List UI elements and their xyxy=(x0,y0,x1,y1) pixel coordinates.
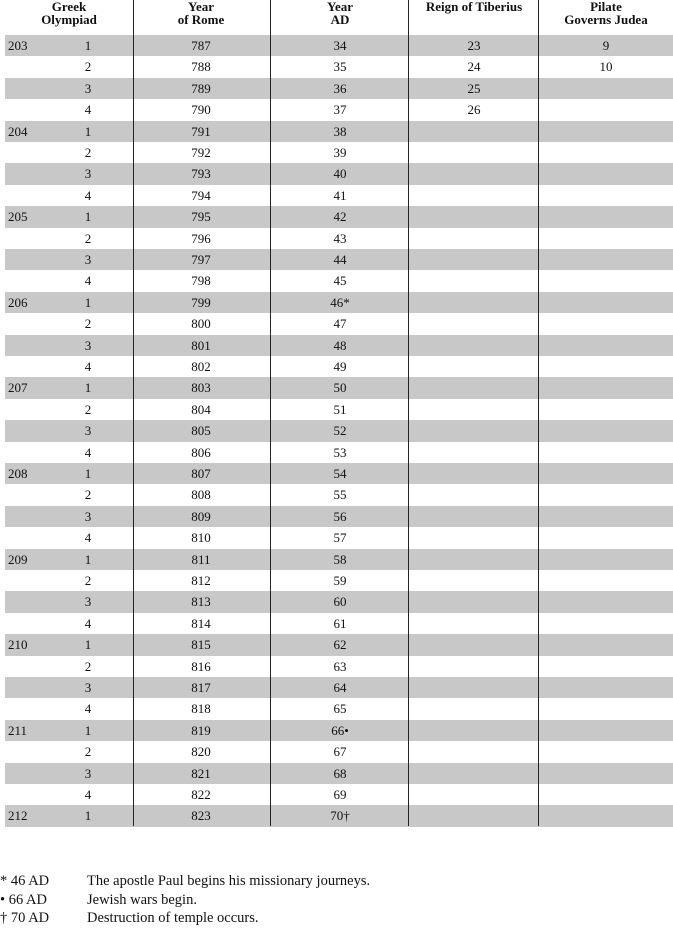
cell-olympiad: 206 xyxy=(8,294,28,310)
cell-ad: 39 xyxy=(333,145,347,160)
cell-tiberius xyxy=(409,484,539,505)
table-row xyxy=(5,613,673,634)
cell-rome: 802 xyxy=(191,359,211,374)
table-row xyxy=(5,249,673,270)
cell-olympiad: 212 xyxy=(8,808,28,824)
cell-rome: 816 xyxy=(191,658,211,674)
table-row xyxy=(5,356,673,377)
cell-tiberius xyxy=(409,741,539,762)
cell-ad: 45 xyxy=(333,273,347,289)
cell-pilate xyxy=(539,292,673,313)
cell-tiberius xyxy=(409,335,539,356)
cell-rome: 792 xyxy=(191,145,211,160)
column-rule xyxy=(408,0,409,826)
cell-rome: 823 xyxy=(191,808,211,824)
cell-ad: 46* xyxy=(330,294,350,310)
cell-ad: 53 xyxy=(333,444,347,460)
cell-ad: 47 xyxy=(333,316,347,332)
cell-tiberius xyxy=(409,442,539,463)
table-row xyxy=(5,78,673,99)
cell-sub: 3 xyxy=(84,508,92,524)
cell-tiberius xyxy=(409,677,539,698)
cell-rome: 804 xyxy=(191,401,211,417)
cell-pilate xyxy=(539,698,673,719)
cell-rome: 791 xyxy=(191,123,211,139)
header-rome-line2: of Rome xyxy=(177,12,225,27)
cell-pilate xyxy=(539,741,673,762)
cell-pilate xyxy=(539,442,673,463)
cell-sub: 2 xyxy=(84,658,92,674)
table-row xyxy=(5,420,673,441)
table-row xyxy=(5,270,673,291)
header-pilate xyxy=(539,0,673,34)
cell-ad: 37 xyxy=(333,102,347,118)
cell-ad: 68 xyxy=(333,765,347,781)
footnote-marker: † 70 AD xyxy=(0,910,50,926)
table-row xyxy=(5,656,673,677)
cell-tiberius xyxy=(409,656,539,677)
cell-sub: 1 xyxy=(84,380,92,396)
cell-ad: 64 xyxy=(333,680,347,695)
cell-pilate xyxy=(539,506,673,527)
cell-sub: 1 xyxy=(84,551,92,567)
cell-rome: 817 xyxy=(191,680,211,695)
cell-ad: 62 xyxy=(333,637,347,653)
cell-tiberius xyxy=(409,356,539,377)
cell-tiberius xyxy=(409,249,539,270)
cell-ad: 60 xyxy=(333,594,347,610)
cell-sub: 3 xyxy=(84,765,92,781)
cell-pilate: 10 xyxy=(599,59,613,75)
cell-rome: 813 xyxy=(191,594,211,610)
cell-tiberius xyxy=(409,527,539,548)
cell-tiberius: 26 xyxy=(467,102,481,118)
cell-rome: 806 xyxy=(191,444,211,460)
cell-sub: 1 xyxy=(84,722,92,738)
cell-ad: 35 xyxy=(333,59,347,75)
header-pilate-line2: Governs Judea xyxy=(564,12,648,27)
table-row xyxy=(5,121,673,142)
cell-rome: 811 xyxy=(191,551,211,567)
cell-sub: 1 xyxy=(84,38,92,53)
cell-rome: 808 xyxy=(191,487,211,503)
header-tiberius-line1: Reign of Tiberius xyxy=(425,0,523,14)
cell-rome: 797 xyxy=(191,252,211,267)
table-row xyxy=(5,720,673,741)
table-row xyxy=(5,527,673,548)
cell-rome: 820 xyxy=(191,744,211,760)
table-row xyxy=(5,463,673,484)
table-row xyxy=(5,784,673,805)
cell-ad: 51 xyxy=(333,401,347,417)
cell-sub: 1 xyxy=(84,637,92,653)
header-olympiad-line1: Greek xyxy=(51,0,87,14)
cell-rome: 822 xyxy=(191,787,211,802)
cell-pilate xyxy=(539,720,673,741)
cell-sub: 2 xyxy=(84,145,92,160)
table-row xyxy=(5,228,673,249)
cell-ad: 48 xyxy=(333,337,347,353)
table-row xyxy=(5,163,673,184)
cell-pilate xyxy=(539,78,673,99)
header-ad-line2: AD xyxy=(330,12,350,27)
cell-sub: 3 xyxy=(84,80,92,96)
cell-rome: 795 xyxy=(191,209,211,225)
table-row xyxy=(5,741,673,762)
column-rule xyxy=(133,0,134,826)
cell-rome: 812 xyxy=(191,573,211,588)
cell-rome: 815 xyxy=(191,637,211,653)
cell-ad: 56 xyxy=(333,508,347,524)
cell-rome: 790 xyxy=(191,102,211,118)
cell-ad: 54 xyxy=(333,466,347,481)
cell-pilate xyxy=(539,634,673,655)
table-row xyxy=(5,142,673,163)
cell-ad: 57 xyxy=(333,530,347,546)
cell-sub: 4 xyxy=(84,102,92,118)
table-row xyxy=(5,570,673,591)
cell-tiberius xyxy=(409,185,539,206)
cell-sub: 4 xyxy=(84,615,92,631)
cell-ad: 38 xyxy=(333,123,347,139)
cell-pilate xyxy=(539,549,673,570)
footnote-text: Jewish wars begin. xyxy=(87,891,197,908)
cell-ad: 41 xyxy=(333,187,347,203)
cell-pilate xyxy=(539,677,673,698)
footnote-marker: * 46 AD xyxy=(0,873,50,889)
table-row xyxy=(5,549,673,570)
cell-ad: 50 xyxy=(333,380,347,396)
cell-tiberius xyxy=(409,570,539,591)
cell-tiberius xyxy=(409,463,539,484)
cell-sub: 1 xyxy=(84,466,92,481)
cell-pilate xyxy=(539,591,673,612)
header-ad-line1: Year xyxy=(327,0,353,14)
cell-pilate xyxy=(539,356,673,377)
cell-pilate xyxy=(539,613,673,634)
cell-pilate xyxy=(539,463,673,484)
header-tiberius xyxy=(409,0,539,34)
cell-olympiad: 205 xyxy=(8,209,28,225)
cell-ad: 44 xyxy=(333,252,347,267)
cell-sub: 2 xyxy=(84,230,92,246)
cell-olympiad: 203 xyxy=(8,38,28,53)
cell-tiberius xyxy=(409,206,539,227)
cell-ad: 67 xyxy=(333,744,347,760)
cell-tiberius xyxy=(409,142,539,163)
cell-rome: 805 xyxy=(191,423,211,439)
cell-tiberius xyxy=(409,163,539,184)
table-row xyxy=(5,35,673,56)
header-olympiad xyxy=(5,0,133,34)
cell-tiberius xyxy=(409,805,539,826)
cell-tiberius xyxy=(409,698,539,719)
table-row xyxy=(5,399,673,420)
cell-pilate xyxy=(539,121,673,142)
cell-sub: 2 xyxy=(84,316,92,332)
cell-sub: 3 xyxy=(84,423,92,439)
cell-tiberius: 24 xyxy=(467,59,481,75)
cell-rome: 798 xyxy=(191,273,211,289)
cell-rome: 788 xyxy=(191,59,211,75)
table-row xyxy=(5,313,673,334)
cell-ad: 58 xyxy=(333,551,347,567)
cell-ad: 61 xyxy=(333,615,347,631)
cell-sub: 3 xyxy=(84,166,92,182)
cell-ad: 65 xyxy=(333,701,347,717)
footnote-text: The apostle Paul begins his missionary journeys. xyxy=(87,873,371,889)
cell-rome: 799 xyxy=(191,294,211,310)
cell-pilate: 9 xyxy=(602,38,610,53)
cell-pilate xyxy=(539,527,673,548)
cell-tiberius xyxy=(409,270,539,291)
cell-sub: 2 xyxy=(84,487,92,503)
cell-tiberius: 25 xyxy=(467,80,481,96)
cell-sub: 4 xyxy=(84,273,92,289)
cell-sub: 1 xyxy=(84,294,92,310)
cell-tiberius xyxy=(409,549,539,570)
cell-pilate xyxy=(539,484,673,505)
cell-rome: 787 xyxy=(191,38,211,53)
cell-tiberius xyxy=(409,634,539,655)
table-row xyxy=(5,185,673,206)
cell-tiberius xyxy=(409,720,539,741)
cell-rome: 789 xyxy=(191,80,211,96)
header-ad xyxy=(271,0,409,34)
cell-ad: 63 xyxy=(333,658,347,674)
cell-olympiad: 204 xyxy=(8,123,28,139)
cell-pilate xyxy=(539,185,673,206)
cell-rome: 818 xyxy=(191,701,211,717)
cell-pilate xyxy=(539,99,673,120)
cell-pilate xyxy=(539,142,673,163)
cell-sub: 1 xyxy=(84,808,92,824)
table-row xyxy=(5,377,673,398)
cell-rome: 794 xyxy=(191,187,211,203)
cell-rome: 800 xyxy=(191,316,211,332)
cell-olympiad: 210 xyxy=(8,637,28,653)
table-row xyxy=(5,763,673,784)
cell-tiberius xyxy=(409,228,539,249)
cell-ad: 40 xyxy=(333,166,347,182)
cell-rome: 814 xyxy=(191,615,211,631)
header-rome xyxy=(133,0,269,34)
cell-pilate xyxy=(539,420,673,441)
cell-tiberius xyxy=(409,121,539,142)
header-pilate-line1: Pilate xyxy=(590,0,622,14)
cell-olympiad: 208 xyxy=(8,466,28,481)
cell-ad: 36 xyxy=(333,80,347,96)
cell-ad: 52 xyxy=(333,423,347,439)
cell-rome: 819 xyxy=(191,722,211,738)
cell-tiberius xyxy=(409,313,539,334)
table-row xyxy=(5,442,673,463)
table-row xyxy=(5,99,673,120)
cell-sub: 2 xyxy=(84,744,92,760)
cell-ad: 69 xyxy=(333,787,347,802)
cell-ad: 34 xyxy=(333,38,347,53)
cell-sub: 1 xyxy=(84,209,92,225)
cell-pilate xyxy=(539,784,673,805)
cell-sub: 2 xyxy=(84,59,92,75)
table-row xyxy=(5,292,673,313)
cell-pilate xyxy=(539,206,673,227)
cell-ad: 70† xyxy=(330,808,350,824)
table-row xyxy=(5,591,673,612)
cell-rome: 801 xyxy=(191,337,211,353)
cell-ad: 42 xyxy=(333,209,347,225)
cell-ad: 55 xyxy=(333,487,347,503)
cell-olympiad: 209 xyxy=(8,551,28,567)
cell-sub: 4 xyxy=(84,359,92,374)
cell-rome: 821 xyxy=(191,765,211,781)
cell-sub: 1 xyxy=(84,123,92,139)
cell-rome: 793 xyxy=(191,166,211,182)
cell-olympiad: 207 xyxy=(8,380,28,396)
cell-sub: 4 xyxy=(84,701,92,717)
cell-sub: 3 xyxy=(84,680,92,695)
table-row xyxy=(5,335,673,356)
cell-pilate xyxy=(539,270,673,291)
cell-sub: 4 xyxy=(84,530,92,546)
cell-tiberius xyxy=(409,292,539,313)
cell-olympiad: 211 xyxy=(8,722,28,738)
cell-pilate xyxy=(539,399,673,420)
cell-tiberius xyxy=(409,377,539,398)
table-row xyxy=(5,506,673,527)
footnote-text: Destruction of temple occurs. xyxy=(87,910,259,926)
cell-pilate xyxy=(539,163,673,184)
cell-pilate xyxy=(539,313,673,334)
cell-tiberius xyxy=(409,506,539,527)
cell-pilate xyxy=(539,249,673,270)
cell-sub: 3 xyxy=(84,252,92,267)
cell-pilate xyxy=(539,805,673,826)
column-rule xyxy=(538,0,539,826)
header-rome-line1: Year xyxy=(188,0,214,14)
cell-tiberius xyxy=(409,591,539,612)
cell-rome: 810 xyxy=(191,530,211,546)
table-row xyxy=(5,634,673,655)
cell-pilate xyxy=(539,228,673,249)
footnote-marker: • 66 AD xyxy=(0,891,47,908)
cell-ad: 59 xyxy=(333,573,347,588)
cell-pilate xyxy=(539,335,673,356)
cell-rome: 803 xyxy=(191,380,211,396)
cell-tiberius xyxy=(409,399,539,420)
cell-tiberius xyxy=(409,784,539,805)
cell-rome: 809 xyxy=(191,508,211,524)
cell-ad: 66• xyxy=(331,722,349,738)
cell-tiberius xyxy=(409,420,539,441)
cell-sub: 3 xyxy=(84,337,92,353)
table-row xyxy=(5,805,673,826)
table-row xyxy=(5,698,673,719)
table-row xyxy=(5,484,673,505)
cell-pilate xyxy=(539,377,673,398)
cell-pilate xyxy=(539,656,673,677)
cell-ad: 49 xyxy=(333,359,347,374)
cell-sub: 3 xyxy=(84,594,92,610)
cell-sub: 4 xyxy=(84,444,92,460)
cell-rome: 796 xyxy=(191,230,211,246)
cell-sub: 2 xyxy=(84,401,92,417)
table-row xyxy=(5,56,673,77)
cell-sub: 4 xyxy=(84,787,92,802)
header-olympiad-line2: Olympiad xyxy=(41,12,97,27)
cell-ad: 43 xyxy=(333,230,347,246)
cell-tiberius xyxy=(409,763,539,784)
cell-tiberius xyxy=(409,613,539,634)
table-row xyxy=(5,206,673,227)
cell-rome: 807 xyxy=(191,466,211,481)
cell-pilate xyxy=(539,763,673,784)
table-row xyxy=(5,677,673,698)
cell-sub: 2 xyxy=(84,573,92,588)
cell-tiberius: 23 xyxy=(467,38,481,53)
cell-pilate xyxy=(539,570,673,591)
column-rule xyxy=(270,0,271,826)
cell-sub: 4 xyxy=(84,187,92,203)
